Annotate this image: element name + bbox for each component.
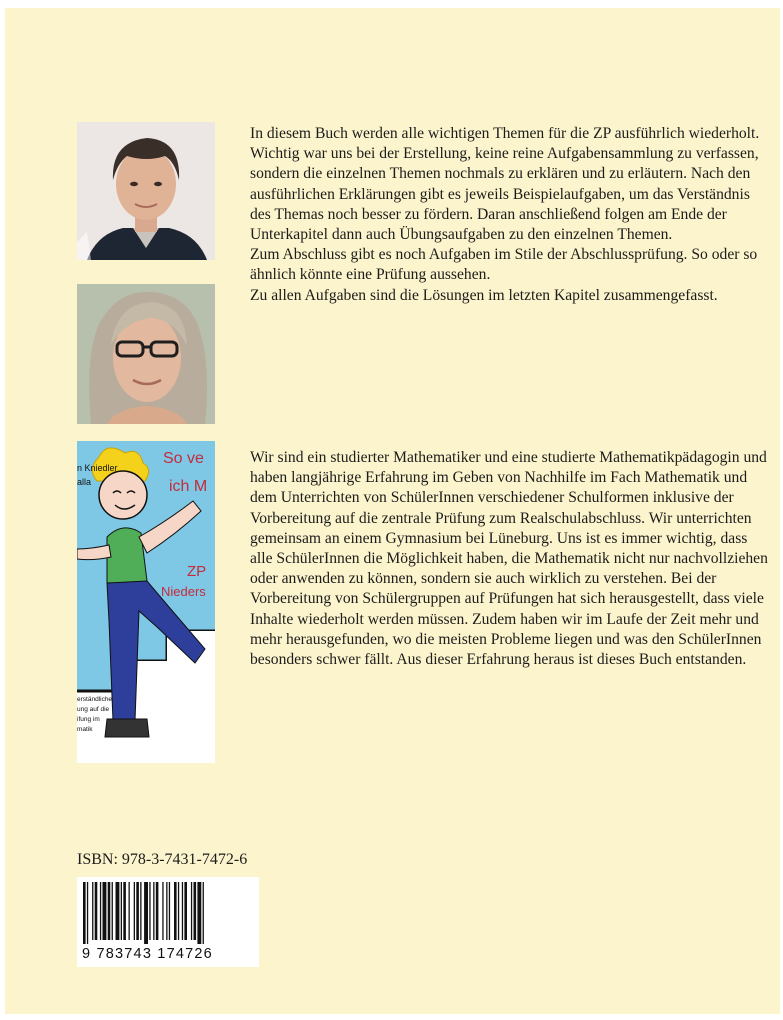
barcode-bar	[182, 882, 183, 940]
barcode-bar	[184, 882, 187, 940]
barcode-bar	[100, 882, 101, 940]
barcode-bar	[166, 882, 167, 940]
barcode	[77, 877, 259, 967]
barcode-bar	[134, 882, 135, 940]
barcode-bar	[162, 882, 163, 940]
cover-author-text: alla	[77, 477, 92, 487]
barcode-bar	[153, 882, 154, 940]
barcode-bar	[140, 882, 141, 940]
cover-author-text: n Kniedler	[77, 463, 118, 473]
barcode-bar	[83, 882, 86, 944]
barcode-digits: 9 783743 174726	[82, 946, 213, 962]
barcode-bar	[144, 882, 148, 944]
intro-paragraph: Zu allen Aufgaben sind die Lösungen im letzten Kapitel zusammengefasst.	[250, 286, 718, 304]
cartoon-boy-cover-icon	[77, 441, 215, 763]
cover-bottom-text: erständliche	[77, 696, 113, 703]
authors-text	[250, 448, 770, 670]
portrait-woman-icon	[77, 284, 215, 424]
back-cover-page	[5, 8, 780, 1014]
barcode-bar	[136, 882, 139, 940]
barcode-bar	[129, 882, 130, 940]
cover-bottom-text: ifung im	[77, 716, 100, 723]
intro-paragraph: In diesem Buch werden alle wichtigen Themen für die ZP ausführlich wiederholt.	[250, 125, 760, 142]
book-cover-thumbnail	[77, 441, 215, 763]
intro-text	[250, 124, 770, 306]
isbn-label: ISBN: 978-3-7431-7472-6	[77, 851, 248, 868]
portrait-man-photo	[77, 122, 215, 260]
intro-paragraph: Wichtig war uns bei der Erstellung, keine reine Aufgabensammlung zu verfassen, sondern die einzelnen Themen nochmals zu erklären und zu erläutern. Nach den ausführlichen Erklärungen gibt es jeweils Beispielaufgaben, um das Verständnis des Themas noch besser zu fördern. Daran anschließend folgen am Ende der Unterkapitel dann auch Übungsaufgaben zu den einzelnen Themen.	[250, 145, 759, 244]
barcode-bar	[178, 882, 179, 940]
portrait-man-icon	[77, 122, 215, 260]
authors-paragraph: Wir sind ein studierter Mathematiker und eine studierte Mathematikpädagogin und haben langjährige Erfahrung im Geben von Nachhilfe im Fach Mathematik und dem Unterrichten von SchülerInnen verschiedener Schulformen inklusive der Vorbereitung auf die zentrale Prüfung zum Realschulabschluss. Wir unterrichten gemeinsam an einem Gymnasium bei Lüneburg. Uns ist es immer wichtig, dass alle SchülerInnen die Möglichkeit haben, die Mathematik nicht nur nachvollziehen oder anwenden zu können, sondern sie auch wirklich zu verstehen. Bei der Vorbereitung von Schülergruppen auf Prüfungen hat sich herausgestellt, dass viele Inhalte wiederholt werden müssen. Zudem haben wir im Laufe der Zeit mehr und mehr herausgefunden, wo die meisten Probleme liegen und was den SchülerInnen besonders schwer fällt. Aus dieser Erfahrung heraus ist dieses Buch entstanden.	[250, 449, 768, 669]
cover-zp-text: ZP	[187, 563, 207, 580]
barcode-bar	[174, 882, 177, 940]
barcode-bar	[149, 882, 150, 940]
cover-title-text: So ve	[163, 450, 204, 467]
barcode-bar	[108, 882, 111, 940]
barcode-bar	[95, 882, 98, 940]
barcode-bar	[112, 882, 113, 940]
barcode-bar	[203, 882, 204, 944]
barcode-bar	[121, 882, 122, 940]
cover-bottom-text: ung auf die	[77, 706, 110, 713]
barcode-bar	[169, 882, 170, 940]
portrait-woman-photo	[77, 284, 215, 424]
intro-paragraph: Zum Abschluss gibt es noch Aufgaben im Stile der Abschlussprüfung. So oder so ähnlich könnte eine Prüfung aussehen.	[250, 246, 758, 284]
barcode-bar	[123, 882, 126, 940]
barcode-bar	[116, 882, 120, 940]
cover-region-text: Nieders	[161, 584, 206, 599]
cover-bottom-text: matik	[77, 726, 93, 733]
barcode-icon	[83, 882, 253, 944]
barcode-bar	[197, 882, 201, 944]
cover-title-text: ich M	[169, 478, 208, 495]
barcode-bar	[194, 882, 197, 940]
barcode-bar	[87, 882, 88, 944]
barcode-bar	[156, 882, 159, 940]
barcode-bar	[191, 882, 192, 940]
barcode-bar	[103, 882, 107, 940]
barcode-bar	[92, 882, 93, 940]
